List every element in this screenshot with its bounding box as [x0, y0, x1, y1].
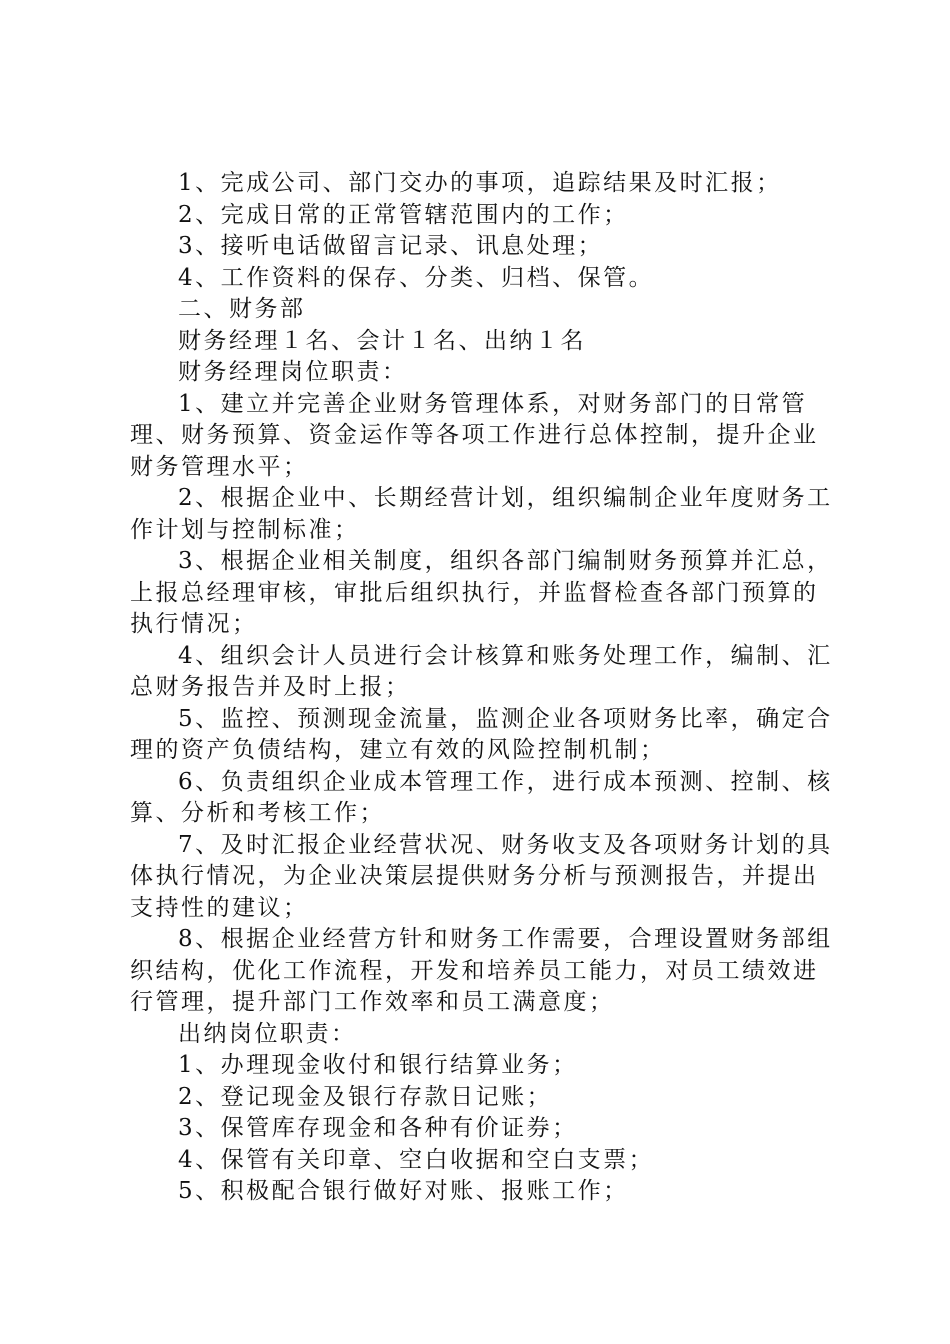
paragraph: 1、办理现金收付和银行结算业务； [178, 1052, 578, 1078]
paragraph: 3、根据企业相关制度，组织各部门编制财务预算并汇总，上报总经理审核，审批后组织执行，并监督检查各部门预算的执行情况； [130, 548, 833, 637]
subsection-heading: 出纳岗位职责： [178, 1020, 357, 1047]
paragraph: 1、完成公司、部门交办的事项，追踪结果及时汇报； [178, 170, 782, 196]
paragraph: 6、负责组织企业成本管理工作，进行成本预测、控制、核算、分析和考核工作； [130, 768, 833, 826]
paragraph: 3、接听电话做留言记录、讯息处理； [178, 233, 604, 259]
paragraph: 2、登记现金及银行存款日记账； [178, 1083, 553, 1110]
paragraph: 5、监控、预测现金流量，监测企业各项财务比率，确定合理的资产负债结构，建立有效的风险控制机制； [130, 705, 833, 763]
paragraph: 财务经理１名、会计１名、出纳１名 [178, 327, 586, 354]
paragraph: 2、根据企业中、长期经营计划，组织编制企业年度财务工作计划与控制标准； [130, 485, 833, 543]
paragraph: 8、根据企业经营方针和财务工作需要，合理设置财务部组织结构，优化工作流程，开发和培养员工能力，对员工绩效进行管理，提升部门工作效率和员工满意度； [130, 926, 833, 1015]
document-body [130, 168, 835, 1208]
subsection-heading: 财务经理岗位职责： [178, 359, 408, 385]
paragraph: 3、保管库存现金和各种有价证券； [178, 1115, 578, 1141]
paragraph: 7、及时汇报企业经营状况、财务收支及各项财务计划的具体执行情况，为企业决策层提供财务分析与预测报告，并提出支持性的建议； [130, 831, 833, 921]
paragraph: 4、工作资料的保存、分类、归档、保管。 [178, 264, 655, 291]
paragraph: 4、保管有关印章、空白收据和空白支票； [178, 1146, 655, 1173]
paragraph: 4、组织会计人员进行会计核算和账务处理工作，编制、汇总财务报告并及时上报； [130, 642, 833, 700]
section-heading: 二、财务部 [178, 296, 306, 322]
paragraph: 2、完成日常的正常管辖范围内的工作； [178, 201, 629, 228]
paragraph: 1、建立并完善企业财务管理体系，对财务部门的日常管理、财务预算、资金运作等各项工作进行总体控制，提升企业财务管理水平； [130, 390, 819, 480]
paragraph: 5、积极配合银行做好对账、报账工作； [178, 1178, 629, 1204]
